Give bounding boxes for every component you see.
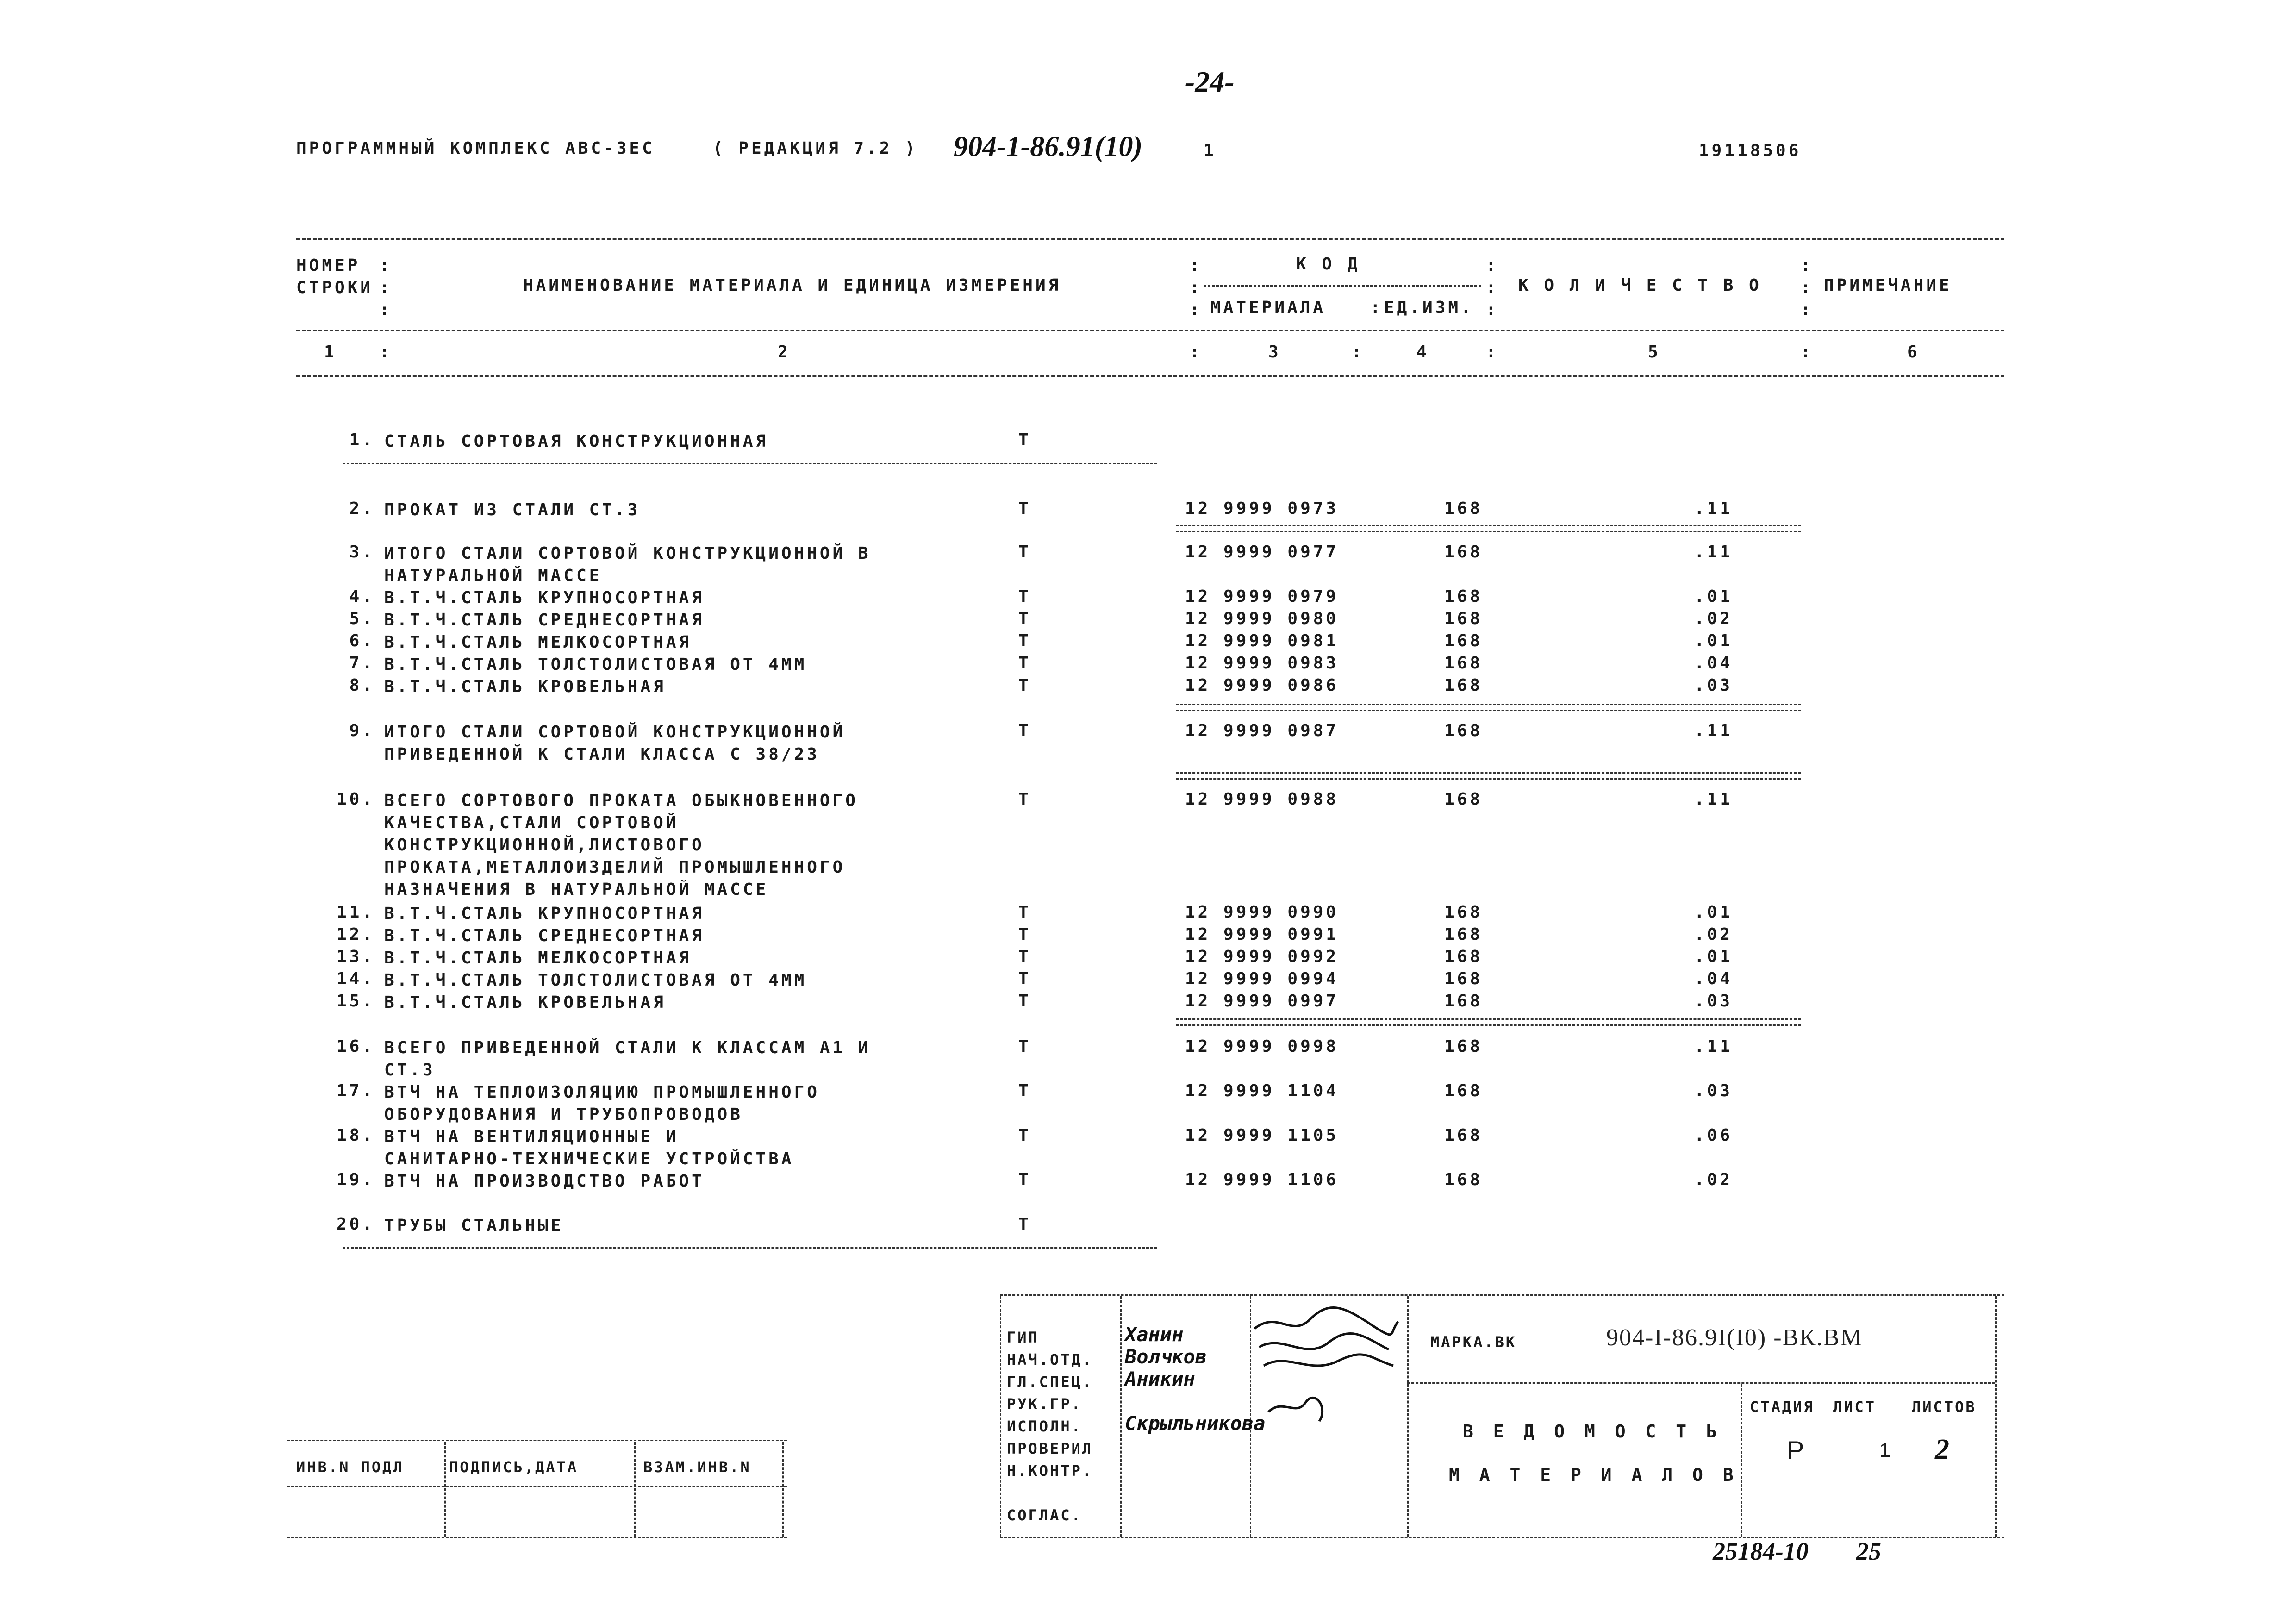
stage-value: Р <box>1787 1436 1804 1465</box>
col-index-sep: : <box>1352 343 1365 362</box>
stamp-role: Н.КОНТР. <box>1007 1462 1093 1480</box>
col-separator: : : : <box>380 256 390 319</box>
row-material-code: 12 9999 0998 <box>1185 1037 1339 1056</box>
row-quantity: .06 <box>1694 1126 1733 1145</box>
row-unit: Т <box>1018 925 1031 944</box>
col-index-sep: : <box>1486 343 1499 362</box>
row-material-code: 12 9999 0991 <box>1185 925 1339 944</box>
total-rule <box>1176 525 1801 532</box>
left-strip-border <box>782 1442 784 1537</box>
stamp-name: Скрыльникова <box>1125 1412 1266 1435</box>
row-unit-code: 168 <box>1444 587 1483 606</box>
row-unit-code: 168 <box>1444 676 1483 695</box>
table-row <box>0 1170 2296 1193</box>
doc-code: 19118506 <box>1699 141 1802 160</box>
row-unit-code: 168 <box>1444 609 1483 628</box>
left-strip-border <box>444 1442 446 1537</box>
table-row <box>0 1037 2296 1080</box>
row-material-code: 12 9999 1105 <box>1185 1126 1339 1145</box>
row-material-code: 12 9999 0997 <box>1185 992 1339 1011</box>
row-unit: Т <box>1018 969 1031 988</box>
row-unit-code: 168 <box>1444 721 1483 740</box>
stamp-role: ПРОВЕРИЛ <box>1007 1440 1093 1457</box>
row-unit-code: 168 <box>1444 1081 1483 1100</box>
row-unit-code: 168 <box>1444 992 1483 1011</box>
signature-image <box>1250 1296 1407 1435</box>
row-name: ВСЕГО СОРТОВОГО ПРОКАТА ОБЫКНОВЕННОГО КАЧЕСТВА,СТАЛИ СОРТОВОЙ КОНСТРУКЦИОННОЙ,ЛИСТОВОГО ПРОКАТА,МЕТАЛЛОИЗДЕЛИЙ ПРОМЫШЛЕННОГО НАЗНАЧЕНИЯ В НАТУРАЛЬНОЙ МАССЕ <box>384 791 858 899</box>
col-separator: : : : <box>1486 256 1496 319</box>
table-row <box>0 587 2296 609</box>
row-number: 19. <box>336 1170 375 1189</box>
row-unit-code: 168 <box>1444 543 1483 562</box>
row-quantity: .04 <box>1694 969 1733 988</box>
left-strip-border <box>634 1442 636 1537</box>
row-number: 1. <box>349 431 375 450</box>
row-name: ВТЧ НА ПРОИЗВОДСТВО РАБОТ <box>384 1172 705 1191</box>
row-unit: Т <box>1018 587 1031 606</box>
row-unit: Т <box>1018 1170 1031 1189</box>
table-row <box>0 992 2296 1014</box>
total-rule <box>1176 704 1801 711</box>
stamp-role: ГЛ.СПЕЦ. <box>1007 1373 1093 1391</box>
row-unit-code: 168 <box>1444 969 1483 988</box>
row-quantity: .01 <box>1694 947 1733 966</box>
col-row-no: НОМЕР СТРОКИ <box>296 256 374 297</box>
left-strip-top-rule <box>287 1440 787 1441</box>
project-handwritten: 904-1-86.91(10) <box>954 131 1143 162</box>
table-row <box>0 903 2296 925</box>
sheets-value: 2 <box>1935 1434 1949 1465</box>
col-index-4: 4 <box>1416 343 1429 362</box>
footer-page: 25 <box>1856 1537 1881 1565</box>
col-material: МАТЕРИАЛА <box>1210 298 1326 317</box>
col-separator: : : : <box>1801 256 1811 319</box>
row-unit: Т <box>1018 721 1031 740</box>
row-number: 15. <box>336 992 375 1011</box>
row-name: В.Т.Ч.СТАЛЬ СРЕДНЕСОРТНАЯ <box>384 926 705 945</box>
row-quantity: .01 <box>1694 903 1733 922</box>
col-code: К О Д <box>1296 255 1360 274</box>
row-quantity: .03 <box>1694 992 1733 1011</box>
row-name: В.Т.Ч.СТАЛЬ СРЕДНЕСОРТНАЯ <box>384 611 705 630</box>
table-row <box>0 1081 2296 1124</box>
stamp-role: НАЧ.ОТД. <box>1007 1351 1093 1368</box>
col-index-6: 6 <box>1907 343 1920 362</box>
page-number: -24- <box>1185 65 1235 98</box>
row-quantity: .04 <box>1694 654 1733 673</box>
stamp-right-border <box>1995 1296 1997 1537</box>
col-separator: : : : <box>1190 256 1200 319</box>
row-unit: Т <box>1018 992 1031 1011</box>
edition: ( РЕДАКЦИЯ 7.2 ) <box>713 139 918 158</box>
row-number: 17. <box>336 1081 375 1100</box>
row-unit: Т <box>1018 947 1031 966</box>
program-name: ПРОГРАММНЫЙ КОМПЛЕКС АВС-3ЕС <box>296 139 655 158</box>
row-rule <box>343 463 1157 464</box>
row-number: 2. <box>349 499 375 518</box>
row-name: ИТОГО СТАЛИ СОРТОВОЙ КОНСТРУКЦИОННОЙ В НАТУРАЛЬНОЙ МАССЕ <box>384 544 871 585</box>
marka-value: 904-I-86.9I(I0) -ВК.ВМ <box>1606 1324 1863 1351</box>
row-unit-code: 168 <box>1444 947 1483 966</box>
table-row <box>0 609 2296 631</box>
row-name: В.Т.Ч.СТАЛЬ МЕЛКОСОРТНАЯ <box>384 949 692 968</box>
col-quantity: К О Л И Ч Е С Т В О <box>1518 276 1762 295</box>
code-sub-rule <box>1204 285 1481 287</box>
row-number: 16. <box>336 1037 375 1056</box>
row-material-code: 12 9999 0981 <box>1185 631 1339 650</box>
table-row <box>0 543 2296 585</box>
row-number: 14. <box>336 969 375 988</box>
row-number: 6. <box>349 631 375 650</box>
row-unit-code: 168 <box>1444 790 1483 809</box>
col-name: НАИМЕНОВАНИЕ МАТЕРИАЛА И ЕДИНИЦА ИЗМЕРЕНИЯ <box>523 276 1061 295</box>
col-index-sep: : <box>1801 343 1814 362</box>
table-row <box>0 947 2296 969</box>
row-unit: Т <box>1018 676 1031 695</box>
sheet-number: 1 <box>1204 141 1217 160</box>
stamp-role: ГИП <box>1007 1329 1039 1346</box>
left-strip-mid-rule <box>287 1486 787 1487</box>
row-unit: Т <box>1018 431 1031 450</box>
doc-title-line1: В Е Д О М О С Т Ь <box>1463 1421 1722 1442</box>
stamp-left-border <box>1000 1296 1001 1537</box>
stamp-col-border <box>1407 1296 1409 1537</box>
marka-label: МАРКА.ВК <box>1430 1333 1517 1351</box>
row-name: СТАЛЬ СОРТОВАЯ КОНСТРУКЦИОННАЯ <box>384 432 769 451</box>
row-unit-code: 168 <box>1444 925 1483 944</box>
row-material-code: 12 9999 0987 <box>1185 721 1339 740</box>
doc-title-line2: М А Т Е Р И А Л О В <box>1449 1465 1738 1485</box>
row-rule <box>343 1247 1157 1249</box>
row-name: ВСЕГО ПРИВЕДЕННОЙ СТАЛИ К КЛАССАМ А1 И СТ.3 <box>384 1038 871 1080</box>
left-strip-label: ВЗАМ.ИНВ.N <box>643 1458 751 1476</box>
stamp-col-border <box>1120 1296 1122 1537</box>
row-material-code: 12 9999 0980 <box>1185 609 1339 628</box>
col-index-5: 5 <box>1648 343 1661 362</box>
row-material-code: 12 9999 0994 <box>1185 969 1339 988</box>
row-unit: Т <box>1018 654 1031 673</box>
row-unit: Т <box>1018 1081 1031 1100</box>
row-unit: Т <box>1018 499 1031 518</box>
row-name: ВТЧ НА ТЕПЛОИЗОЛЯЦИЮ ПРОМЫШЛЕННОГО ОБОРУДОВАНИЯ И ТРУБОПРОВОДОВ <box>384 1083 820 1124</box>
row-name: В.Т.Ч.СТАЛЬ МЕЛКОСОРТНАЯ <box>384 633 692 652</box>
col-index-sep: : <box>380 343 393 362</box>
sheets-label: ЛИСТОВ <box>1912 1398 1977 1416</box>
table-row <box>0 790 2296 899</box>
table-row <box>0 676 2296 698</box>
row-unit-code: 168 <box>1444 654 1483 673</box>
row-unit: Т <box>1018 903 1031 922</box>
table-row <box>0 1126 2296 1168</box>
row-name: ИТОГО СТАЛИ СОРТОВОЙ КОНСТРУКЦИОННОЙ ПРИВЕДЕННОЙ К СТАЛИ КЛАССА С 38/23 <box>384 723 846 764</box>
header-mid-rule <box>296 330 2004 331</box>
row-unit: Т <box>1018 1126 1031 1145</box>
row-number: 18. <box>336 1126 375 1145</box>
row-unit: Т <box>1018 1037 1031 1056</box>
row-name: ТРУБЫ СТАЛЬНЫЕ <box>384 1216 564 1235</box>
row-name: В.Т.Ч.СТАЛЬ КРУПНОСОРТНАЯ <box>384 588 705 607</box>
code-sub-sep: : <box>1370 298 1383 317</box>
row-number: 13. <box>336 947 375 966</box>
table-row <box>0 1215 2296 1237</box>
total-rule <box>1176 1018 1801 1026</box>
row-material-code: 12 9999 0983 <box>1185 654 1339 673</box>
row-name: В.Т.Ч.СТАЛЬ КРОВЕЛЬНАЯ <box>384 993 666 1012</box>
total-rule <box>1176 772 1801 780</box>
row-material-code: 12 9999 0990 <box>1185 903 1339 922</box>
row-quantity: .01 <box>1694 631 1733 650</box>
row-name: ВТЧ НА ВЕНТИЛЯЦИОННЫЕ И САНИТАРНО-ТЕХНИЧЕСКИЕ УСТРОЙСТВА <box>384 1127 794 1168</box>
stamp-role: СОГЛАС. <box>1007 1506 1082 1524</box>
row-quantity: .11 <box>1694 543 1733 562</box>
row-unit-code: 168 <box>1444 631 1483 650</box>
row-name: ПРОКАТ ИЗ СТАЛИ СТ.3 <box>384 500 641 519</box>
left-strip-label: ПОДПИСЬ,ДАТА <box>449 1458 579 1476</box>
row-number: 5. <box>349 609 375 628</box>
row-unit-code: 168 <box>1444 499 1483 518</box>
row-name: В.Т.Ч.СТАЛЬ ТОЛСТОЛИСТОВАЯ ОТ 4ММ <box>384 655 807 674</box>
stamp-bottom-rule <box>1000 1537 2004 1538</box>
col-index-1: 1 <box>324 343 337 362</box>
row-unit: Т <box>1018 790 1031 809</box>
stamp-name: Ханин <box>1125 1323 1184 1346</box>
col-index-2: 2 <box>778 343 791 362</box>
row-number: 4. <box>349 587 375 606</box>
table-row <box>0 499 2296 521</box>
sheet-label: ЛИСТ <box>1833 1398 1877 1416</box>
row-quantity: .11 <box>1694 721 1733 740</box>
row-material-code: 12 9999 0986 <box>1185 676 1339 695</box>
row-material-code: 12 9999 0977 <box>1185 543 1339 562</box>
table-row <box>0 431 2296 453</box>
row-quantity: .11 <box>1694 499 1733 518</box>
row-number: 11. <box>336 903 375 922</box>
row-material-code: 12 9999 0979 <box>1185 587 1339 606</box>
row-number: 8. <box>349 676 375 695</box>
header-bottom-rule <box>296 375 2004 377</box>
stamp-name: Волчков <box>1125 1345 1207 1368</box>
table-row <box>0 721 2296 764</box>
left-strip-bottom-rule <box>287 1537 787 1538</box>
row-number: 3. <box>349 543 375 562</box>
row-unit-code: 168 <box>1444 1170 1483 1189</box>
row-material-code: 12 9999 0988 <box>1185 790 1339 809</box>
left-strip-label: ИНВ.N ПОДЛ <box>296 1458 404 1476</box>
row-quantity: .01 <box>1694 587 1733 606</box>
stamp-role: РУК.ГР. <box>1007 1395 1082 1413</box>
row-name: В.Т.Ч.СТАЛЬ КРУПНОСОРТНАЯ <box>384 904 705 923</box>
row-unit-code: 168 <box>1444 903 1483 922</box>
stamp-name: Аникин <box>1125 1368 1195 1390</box>
col-note: ПРИМЕЧАНИЕ <box>1824 276 1952 295</box>
stamp-role: ИСПОЛН. <box>1007 1418 1082 1435</box>
row-quantity: .02 <box>1694 925 1733 944</box>
stamp-inner-rule <box>1407 1382 1995 1384</box>
row-quantity: .02 <box>1694 609 1733 628</box>
row-name: В.Т.Ч.СТАЛЬ ТОЛСТОЛИСТОВАЯ ОТ 4ММ <box>384 971 807 990</box>
row-unit: Т <box>1018 609 1031 628</box>
table-top-rule <box>296 238 2004 240</box>
row-unit: Т <box>1018 1215 1031 1234</box>
table-row <box>0 925 2296 947</box>
row-name: В.Т.Ч.СТАЛЬ КРОВЕЛЬНАЯ <box>384 677 666 696</box>
row-material-code: 12 9999 0973 <box>1185 499 1339 518</box>
row-quantity: .11 <box>1694 790 1733 809</box>
stamp-col-border <box>1741 1384 1742 1537</box>
row-unit: Т <box>1018 631 1031 650</box>
row-unit: Т <box>1018 543 1031 562</box>
row-material-code: 12 9999 0992 <box>1185 947 1339 966</box>
col-unit: ЕД.ИЗМ. <box>1384 298 1474 317</box>
row-number: 12. <box>336 925 375 944</box>
row-number: 20. <box>336 1215 375 1234</box>
row-number: 10. <box>336 790 375 809</box>
table-row <box>0 654 2296 676</box>
row-quantity: .02 <box>1694 1170 1733 1189</box>
row-number: 7. <box>349 654 375 673</box>
row-quantity: .03 <box>1694 1081 1733 1100</box>
footer-code: 25184-10 <box>1713 1537 1809 1565</box>
row-unit-code: 168 <box>1444 1037 1483 1056</box>
row-unit-code: 168 <box>1444 1126 1483 1145</box>
row-quantity: .03 <box>1694 676 1733 695</box>
row-number: 9. <box>349 721 375 740</box>
col-index-sep: : <box>1190 343 1203 362</box>
table-row <box>0 631 2296 654</box>
sheet-value: 1 <box>1879 1439 1891 1462</box>
stage-label: СТАДИЯ <box>1750 1398 1815 1416</box>
row-material-code: 12 9999 1106 <box>1185 1170 1339 1189</box>
stamp-top-rule <box>1000 1294 2004 1296</box>
table-row <box>0 969 2296 992</box>
row-material-code: 12 9999 1104 <box>1185 1081 1339 1100</box>
col-index-3: 3 <box>1268 343 1281 362</box>
row-quantity: .11 <box>1694 1037 1733 1056</box>
